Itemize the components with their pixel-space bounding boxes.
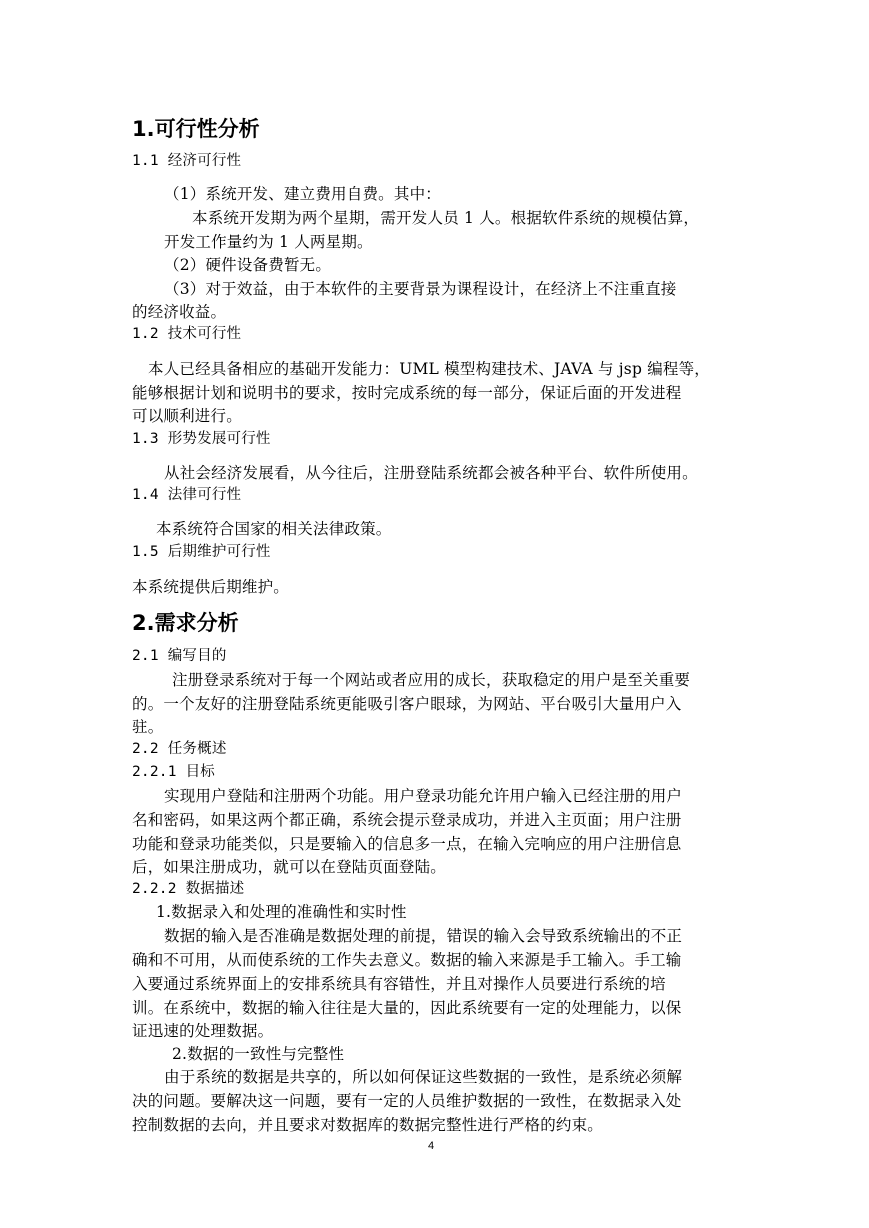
paragraph-line: 的。一个友好的注册登陆系统更能吸引客户眼球，为网站、平台吸引大量用户入 <box>132 695 682 713</box>
paragraph-line: 本人已经具备相应的基础开发能力：UML 模型构建技术、JAVA 与 jsp 编程等， <box>148 360 710 378</box>
paragraph-line: 本系统符合国家的相关法律政策。 <box>156 520 392 538</box>
paragraph-line: 功能和登录功能类似，只是要输入的信息多一点，在输入完响应的用户注册信息 <box>132 835 682 853</box>
page-number: 4 <box>428 1140 435 1152</box>
subheading-purpose: 2.1 编写目的 <box>132 648 227 664</box>
paragraph-line: （3）对于效益，由于本软件的主要背景为课程设计，在经济上不注重直接 <box>164 280 677 298</box>
paragraph-line: 控制数据的去向，并且要求对数据库的数据完整性进行严格的约束。 <box>132 1116 604 1134</box>
list-item-heading: 1.数据录入和处理的准确性和实时性 <box>156 903 407 921</box>
paragraph-line: 后，如果注册成功，就可以在登陆页面登陆。 <box>132 858 447 876</box>
paragraph-line: （2）硬件设备费暂无。 <box>164 256 332 274</box>
paragraph-line: 证迅速的处理数据。 <box>132 1022 274 1040</box>
paragraph-line: 本系统提供后期维护。 <box>132 578 290 596</box>
list-item-heading: 2.数据的一致性与完整性 <box>172 1045 345 1063</box>
subheading-data-description: 2.2.2 数据描述 <box>132 881 245 897</box>
paragraph-line: 的经济收益。 <box>132 303 227 321</box>
subheading-overview: 2.2 任务概述 <box>132 741 227 757</box>
paragraph-line: 训。在系统中，数据的输入往往是大量的，因此系统要有一定的处理能力，以保 <box>132 999 682 1017</box>
paragraph-line: 决的问题。要解决这一问题，要有一定的人员维护数据的一致性，在数据录入处 <box>132 1092 682 1110</box>
paragraph-line: 能够根据计划和说明书的要求，按时完成系统的每一部分，保证后面的开发进程 <box>132 384 682 402</box>
paragraph-line: 可以顺利进行。 <box>132 407 242 425</box>
paragraph-line: 从社会经济发展看，从今往后，注册登陆系统都会被各种平台、软件所使用。 <box>164 464 698 482</box>
subheading-maintenance: 1.5 后期维护可行性 <box>132 544 271 560</box>
paragraph-line: 名和密码，如果这两个都正确，系统会提示登录成功，并进入主页面；用户注册 <box>132 811 682 829</box>
paragraph-line: 由于系统的数据是共享的，所以如何保证这些数据的一致性，是系统必须解 <box>164 1068 683 1086</box>
paragraph-line: 驻。 <box>132 718 164 736</box>
paragraph-line: 数据的输入是否准确是数据处理的前提，错误的输入会导致系统输出的不正 <box>164 927 683 945</box>
paragraph-line: 本系统开发期为两个星期，需开发人员 1 人。根据软件系统的规模估算， <box>192 209 700 227</box>
subheading-trend: 1.3 形势发展可行性 <box>132 431 271 447</box>
subheading-legal: 1.4 法律可行性 <box>132 487 242 503</box>
paragraph-line: 开发工作量约为 1 人两星期。 <box>164 233 373 251</box>
subheading-goal: 2.2.1 目标 <box>132 764 215 780</box>
paragraph-line: （1）系统开发、建立费用自费。其中： <box>164 185 441 203</box>
heading-requirements: 2.需求分析 <box>132 611 239 635</box>
paragraph-line: 确和不可用，从而使系统的工作失去意义。数据的输入来源是手工输入。手工输 <box>132 951 682 969</box>
heading-feasibility: 1.可行性分析 <box>132 117 260 141</box>
subheading-technical: 1.2 技术可行性 <box>132 326 242 342</box>
paragraph-line: 入要通过系统界面上的安排系统具有容错性，并且对操作人员要进行系统的培 <box>132 975 666 993</box>
subheading-economic: 1.1 经济可行性 <box>132 153 242 169</box>
paragraph-line: 实现用户登陆和注册两个功能。用户登录功能允许用户输入已经注册的用户 <box>164 787 683 805</box>
paragraph-line: 注册登录系统对于每一个网站或者应用的成长，获取稳定的用户是至关重要 <box>172 671 691 689</box>
